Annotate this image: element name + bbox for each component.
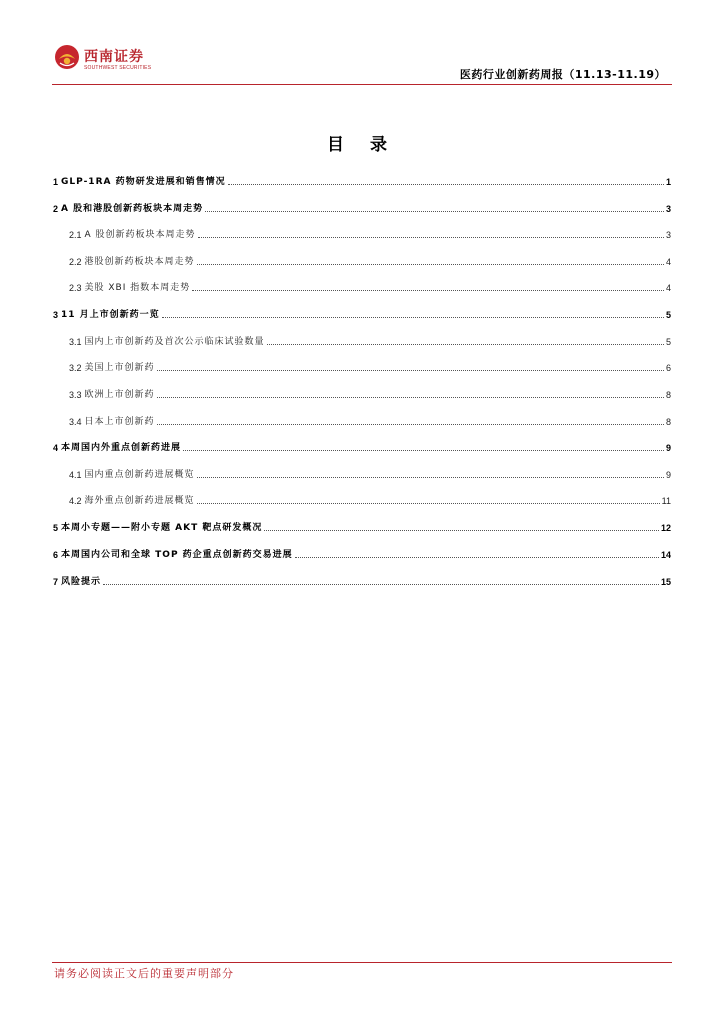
toc-entry-page: 14: [660, 550, 671, 560]
toc-entry[interactable]: [53, 520, 671, 534]
toc-dot-leader: [157, 370, 664, 371]
toc-entry-page: 8: [665, 417, 671, 427]
toc-entry-page: 11: [661, 496, 671, 506]
toc-entry[interactable]: [53, 493, 671, 507]
toc-entry-number: 6: [53, 550, 59, 560]
toc-entry-page: 9: [665, 443, 671, 453]
toc-entry-title: 11 月上市创新药一览: [61, 310, 160, 320]
header-divider: [52, 84, 672, 85]
toc-entry[interactable]: [53, 334, 671, 348]
toc-entry-number: 2.1: [69, 230, 82, 240]
toc-entry[interactable]: [53, 307, 671, 321]
toc-entry-number: 7: [53, 577, 59, 587]
toc-dot-leader: [103, 584, 659, 585]
toc-entry-title: 风险提示: [61, 577, 102, 587]
toc-entry-number: 3.2: [69, 363, 82, 373]
toc-entry-page: 1: [665, 177, 671, 187]
toc-entry-page: 6: [665, 363, 671, 373]
toc-entry-page: 5: [665, 337, 671, 347]
footer-divider: [52, 962, 672, 963]
toc-entry[interactable]: [53, 574, 671, 588]
toc-dot-leader: [267, 344, 664, 345]
toc-entry[interactable]: [53, 440, 671, 454]
toc-entry[interactable]: [53, 174, 671, 188]
logo-emblem-icon: [54, 44, 80, 70]
toc-entry-title: 美国上市创新药: [84, 363, 155, 373]
toc-entry-page: 12: [660, 523, 671, 533]
toc-entry-page: 3: [665, 204, 671, 214]
toc-entry-title: 美股 XBI 指数本周走势: [84, 283, 191, 293]
toc-entry-title: 日本上市创新药: [84, 417, 155, 427]
toc-entry[interactable]: [53, 280, 671, 294]
toc-entry-title: 本周国内外重点创新药进展: [61, 443, 182, 453]
toc-entry[interactable]: [53, 254, 671, 268]
toc-entry-page: 8: [665, 390, 671, 400]
toc-dot-leader: [197, 503, 660, 504]
toc-dot-leader: [197, 264, 664, 265]
toc-entry-number: 1: [53, 177, 59, 187]
toc-dot-leader: [197, 477, 664, 478]
toc-entry-title: A 股和港股创新药板块本周走势: [61, 204, 204, 214]
toc-entry[interactable]: [53, 201, 671, 215]
toc-entry-title: 欧洲上市创新药: [84, 390, 155, 400]
toc-dot-leader: [198, 237, 664, 238]
toc-entry-number: 4.1: [69, 470, 82, 480]
toc-dot-leader: [205, 211, 664, 212]
toc-dot-leader: [264, 530, 659, 531]
toc-entry[interactable]: [53, 387, 671, 401]
toc-entry-page: 9: [665, 470, 671, 480]
toc-dot-leader: [157, 424, 664, 425]
toc-entry-page: 3: [665, 230, 671, 240]
toc-entry-number: 3.3: [69, 390, 82, 400]
company-logo: [54, 44, 174, 76]
toc-entry[interactable]: [53, 227, 671, 241]
toc-entry-title: 本周小专题——附小专题 AKT 靶点研发概况: [61, 523, 263, 533]
toc-entry-title: 海外重点创新药进展概览: [84, 496, 195, 506]
toc-dot-leader: [183, 450, 664, 451]
toc-entry-number: 2.2: [69, 257, 82, 267]
toc-heading: 目 录: [327, 135, 397, 155]
toc-entry-title: GLP-1RA 药物研发进展和销售情况: [61, 177, 226, 187]
toc-entry-number: 3.4: [69, 417, 82, 427]
footer-disclaimer: 请务必阅读正文后的重要声明部分: [54, 967, 234, 980]
toc-entry[interactable]: [53, 547, 671, 561]
toc-entry-page: 4: [665, 257, 671, 267]
toc-entry[interactable]: [53, 414, 671, 428]
toc-entry-number: 5: [53, 523, 59, 533]
toc-dot-leader: [162, 317, 664, 318]
toc-entry-number: 4.2: [69, 496, 82, 506]
toc-entry[interactable]: [53, 360, 671, 374]
toc-dot-leader: [157, 397, 664, 398]
toc-entry-number: 2.3: [69, 283, 82, 293]
report-title: 医药行业创新药周报（11.13-11.19）: [459, 68, 666, 81]
toc-entry-title: 港股创新药板块本周走势: [84, 257, 195, 267]
toc-entry-page: 4: [665, 283, 671, 293]
logo-english-name: SOUTHWEST SECURITIES: [84, 65, 152, 71]
toc-entry-number: 3: [53, 310, 59, 320]
toc-entry-title: 本周国内公司和全球 TOP 药企重点创新药交易进展: [61, 550, 293, 560]
toc-entry[interactable]: [53, 467, 671, 481]
toc-entry-page: 5: [665, 310, 671, 320]
toc-dot-leader: [192, 290, 664, 291]
toc-entry-number: 2: [53, 204, 59, 214]
toc-dot-leader: [295, 557, 659, 558]
toc-entry-number: 3.1: [69, 337, 82, 347]
toc-entry-title: 国内重点创新药进展概览: [84, 470, 195, 480]
toc-entry-title: A 股创新药板块本周走势: [84, 230, 196, 240]
toc-entry-page: 15: [660, 577, 671, 587]
toc-dot-leader: [228, 184, 664, 185]
logo-chinese-name: 西南证券: [84, 49, 144, 65]
toc-entry-title: 国内上市创新药及首次公示临床试验数量: [84, 337, 265, 347]
toc-entry-number: 4: [53, 443, 59, 453]
